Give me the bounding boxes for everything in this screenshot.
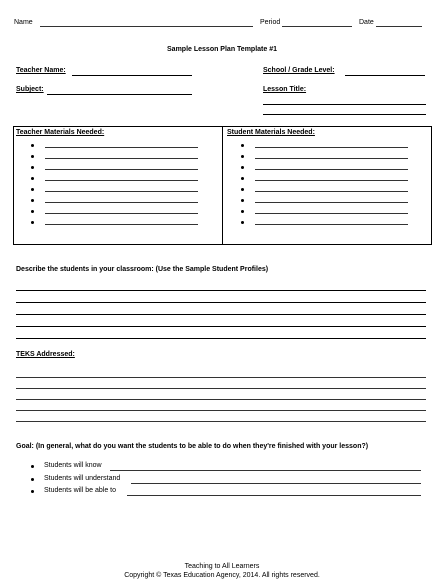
teacher-material-line[interactable]	[45, 191, 198, 192]
student-material-line[interactable]	[255, 147, 408, 148]
lesson-title-label: Lesson Title:	[263, 86, 307, 93]
date-label: Date	[359, 19, 374, 26]
describe-line[interactable]	[16, 338, 426, 339]
teacher-material-bullet	[31, 221, 34, 224]
student-material-line[interactable]	[255, 180, 408, 181]
teacher-material-bullet	[31, 166, 34, 169]
student-material-line[interactable]	[255, 169, 408, 170]
lesson-title-line-2[interactable]	[263, 114, 426, 115]
period-label: Period	[260, 19, 281, 26]
name-label: Name	[14, 19, 33, 26]
describe-line[interactable]	[16, 302, 426, 303]
school-grade-line[interactable]	[345, 75, 425, 76]
teacher-material-line[interactable]	[45, 147, 198, 148]
student-material-bullet	[241, 177, 244, 180]
teacher-name-line[interactable]	[72, 75, 192, 76]
teks-line[interactable]	[16, 377, 426, 378]
goal-bullet	[31, 465, 34, 468]
teacher-material-bullet	[31, 177, 34, 180]
teacher-material-line[interactable]	[45, 169, 198, 170]
materials-divider	[222, 126, 223, 245]
teacher-material-line[interactable]	[45, 158, 198, 159]
student-material-bullet	[241, 210, 244, 213]
page-title: Sample Lesson Plan Template #1	[167, 46, 277, 53]
goal-know-label: Students will know	[44, 462, 102, 469]
student-material-line[interactable]	[255, 202, 408, 203]
teacher-material-bullet	[31, 210, 34, 213]
student-material-line[interactable]	[255, 213, 408, 214]
teacher-name-label: Teacher Name:	[16, 67, 66, 74]
lesson-title-line-1[interactable]	[263, 104, 426, 105]
teks-line[interactable]	[16, 410, 426, 411]
student-material-bullet	[241, 199, 244, 202]
teks-line[interactable]	[16, 421, 426, 422]
student-material-bullet	[241, 166, 244, 169]
footer-copyright: Copyright © Texas Education Agency, 2014. All rights reserved.	[124, 572, 320, 579]
subject-label: Subject:	[16, 86, 44, 93]
subject-line[interactable]	[47, 94, 192, 95]
teks-line[interactable]	[16, 399, 426, 400]
teacher-material-bullet	[31, 188, 34, 191]
student-material-bullet	[241, 221, 244, 224]
goal-understand-line[interactable]	[131, 483, 421, 484]
student-material-bullet	[241, 188, 244, 191]
student-material-bullet	[241, 144, 244, 147]
student-materials-label: Student Materials Needed:	[227, 129, 315, 136]
teacher-material-line[interactable]	[45, 202, 198, 203]
goal-bullet	[31, 478, 34, 481]
goal-able-label: Students will be able to	[44, 487, 116, 494]
student-material-bullet	[241, 155, 244, 158]
teacher-material-bullet	[31, 144, 34, 147]
name-field-line[interactable]	[40, 26, 253, 27]
teacher-material-bullet	[31, 155, 34, 158]
describe-students-label: Describe the students in your classroom: (Use the Sample Student Profiles)	[16, 266, 269, 273]
teacher-material-line[interactable]	[45, 213, 198, 214]
describe-line[interactable]	[16, 290, 426, 291]
footer-title: Teaching to All Learners	[184, 563, 260, 570]
school-grade-label: School / Grade Level:	[263, 67, 335, 74]
teacher-material-bullet	[31, 199, 34, 202]
goal-bullet	[31, 490, 34, 493]
teks-line[interactable]	[16, 388, 426, 389]
goal-label: Goal: (In general, what do you want the students to be able to do when they're finished with your lesson?)	[16, 443, 369, 450]
student-material-line[interactable]	[255, 191, 408, 192]
period-field-line[interactable]	[282, 26, 352, 27]
goal-able-line[interactable]	[127, 495, 421, 496]
student-material-line[interactable]	[255, 158, 408, 159]
teacher-material-line[interactable]	[45, 180, 198, 181]
teks-label: TEKS Addressed:	[16, 351, 75, 358]
describe-line[interactable]	[16, 314, 426, 315]
teacher-materials-label: Teacher Materials Needed:	[16, 129, 105, 136]
date-field-line[interactable]	[376, 26, 422, 27]
goal-know-line[interactable]	[110, 470, 421, 471]
teacher-material-line[interactable]	[45, 224, 198, 225]
describe-line[interactable]	[16, 326, 426, 327]
student-material-line[interactable]	[255, 224, 408, 225]
goal-understand-label: Students will understand	[44, 475, 121, 482]
